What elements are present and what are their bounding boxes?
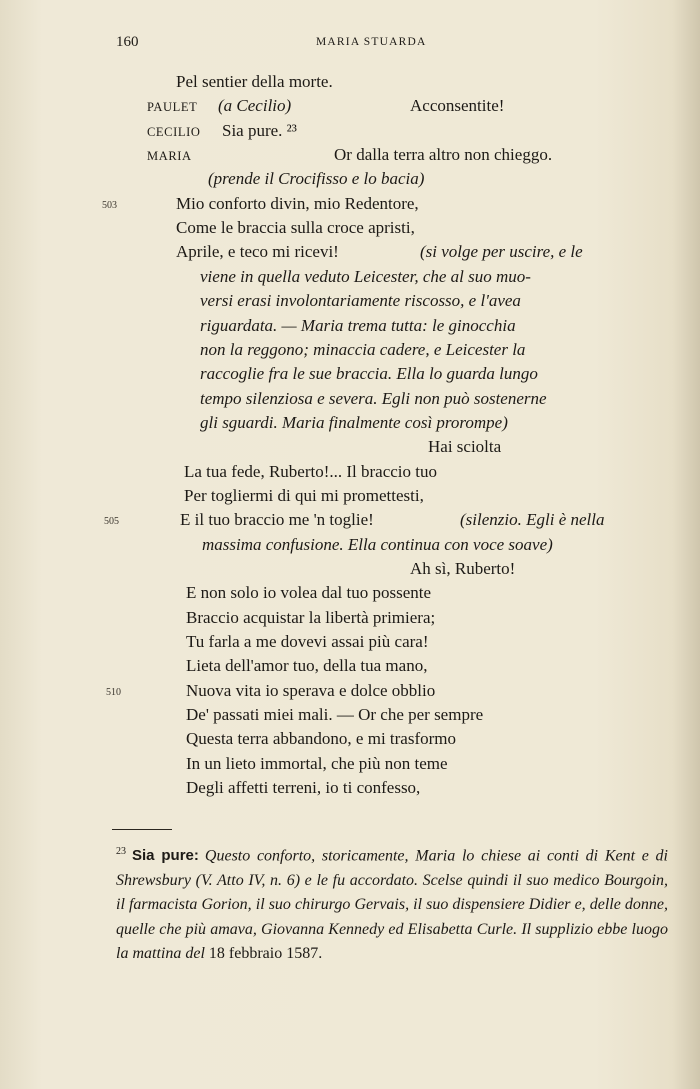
stage-direction: versi erasi involontariamente riscosso, e l'avea: [200, 291, 521, 311]
page-header: [0, 34, 700, 54]
verse-text: Come le braccia sulla croce apristi,: [176, 218, 415, 238]
line-number: 510: [106, 686, 121, 698]
stage-direction: raccoglie fra le sue braccia. Ella lo guarda lungo: [200, 364, 538, 384]
text-line: [0, 630, 700, 654]
text-line: [0, 362, 700, 386]
text-line: [0, 167, 700, 191]
text-line: [0, 192, 700, 216]
speaker-name: MARIA: [147, 149, 192, 164]
text-line: [0, 435, 700, 459]
verse-text: In un lieto immortal, che più non teme: [186, 753, 448, 773]
verse-text: Sia pure. ²³: [222, 120, 297, 140]
verse-text: Mio conforto divin, mio Redentore,: [176, 193, 419, 213]
verse-text: Lieta dell'amor tuo, della tua mano,: [186, 656, 428, 676]
stage-direction: viene in quella veduto Leicester, che al suo muo-: [200, 266, 531, 286]
verse-text: E il tuo braccio me 'n toglie!: [180, 510, 374, 530]
text-line: [0, 508, 700, 532]
text-line: [0, 70, 700, 94]
footnote-text: Questo conforto, storicamente, Maria lo chiese ai conti di Kent e di Shrewsbury (V. Atto IV, n. 6) e le fu accordato. Scelse quindi il suo medico Bourgoin, il farmacista Gorion, il suo chirurgo Gervais, il suo dispensiere Didier e, delle donne, quelle che più amava, Giovanna Kennedy ed Elisabetta Curle. Il supplizio ebbe luogo la mattina del: [116, 847, 669, 963]
running-title: MARIA STUARDA: [316, 36, 427, 48]
verse-text: E non solo io volea dal tuo possente: [186, 583, 432, 603]
speaker-name: CECILIO: [147, 124, 201, 139]
stage-direction: tempo silenziosa e severa. Egli non può sostenerne: [200, 388, 547, 408]
text-line: [0, 606, 700, 630]
text-line: [0, 94, 700, 118]
verse-text: Hai sciolta: [428, 437, 502, 457]
verse-text: Questa terra abbandono, e mi trasformo: [186, 729, 457, 749]
verse-text: La tua fede, Ruberto!... Il braccio tuo: [184, 461, 438, 481]
verse-text: Per togliermi di qui mi promettesti,: [184, 485, 424, 505]
stage-direction: non la reggono; minaccia cadere, e Leicester la: [200, 339, 526, 359]
verse-text: Braccio acquistar la libertà primiera;: [186, 607, 436, 627]
verse-text: Pel sentier della morte.: [176, 72, 333, 91]
footnote-marker: 23: [116, 846, 126, 857]
speaker-name: PAULET: [147, 100, 198, 115]
text-line: [0, 752, 700, 776]
text-line: [0, 143, 700, 167]
verse-text: Aprile, e teco mi ricevi!: [176, 242, 339, 262]
text-line: [0, 703, 700, 727]
text-line: [0, 411, 700, 435]
stage-direction: gli sguardi. Maria finalmente così prorompe): [200, 412, 508, 432]
text-line: [0, 484, 700, 508]
stage-direction: (prende il Crocifisso e lo bacia): [208, 169, 425, 189]
text-line: [0, 314, 700, 338]
verse-text: Tu farla a me dovevi assai più cara!: [186, 632, 429, 652]
text-line: [0, 679, 700, 703]
stage-direction: massima confusione. Ella continua con voce soave): [202, 534, 553, 554]
text-line: [0, 216, 700, 240]
verse-text: Or dalla terra altro non chieggo.: [334, 145, 553, 165]
stage-direction: (si volge per uscire, e le: [420, 242, 583, 262]
text-line: [0, 776, 700, 800]
footnote-date: 18 febbraio 1587.: [208, 945, 323, 963]
text-line: [0, 289, 700, 313]
verse-text: Degli affetti terreni, io ti confesso,: [186, 778, 421, 798]
verse-text: De' passati miei mali. — Or che per sempre: [186, 705, 484, 725]
text-line: [0, 581, 700, 605]
text-line: [0, 119, 700, 143]
verse-text: Ah sì, Ruberto!: [410, 559, 516, 578]
text-line: [0, 460, 700, 484]
verse-text: Acconsentite!: [410, 96, 505, 116]
footnote-rule: [112, 829, 172, 830]
stage-direction: (a Cecilio): [218, 96, 292, 116]
text-line: [0, 240, 700, 264]
text-line: [0, 557, 700, 581]
stage-direction: (silenzio. Egli è nella: [460, 510, 605, 530]
stage-direction: riguardata. — Maria trema tutta: le ginocchia: [200, 315, 516, 335]
line-number: 503: [102, 199, 117, 211]
text-line: [0, 727, 700, 751]
page-number: 160: [116, 34, 139, 50]
verse-text: Nuova vita io sperava e dolce obblio: [186, 680, 436, 700]
text-line: [0, 387, 700, 411]
line-number: 505: [104, 516, 119, 528]
text-line: [0, 338, 700, 362]
text-line: [0, 265, 700, 289]
footnote: [116, 840, 668, 967]
footnote-heading: Sia pure:: [132, 847, 199, 865]
text-line: [0, 533, 700, 557]
text-line: [0, 654, 700, 678]
